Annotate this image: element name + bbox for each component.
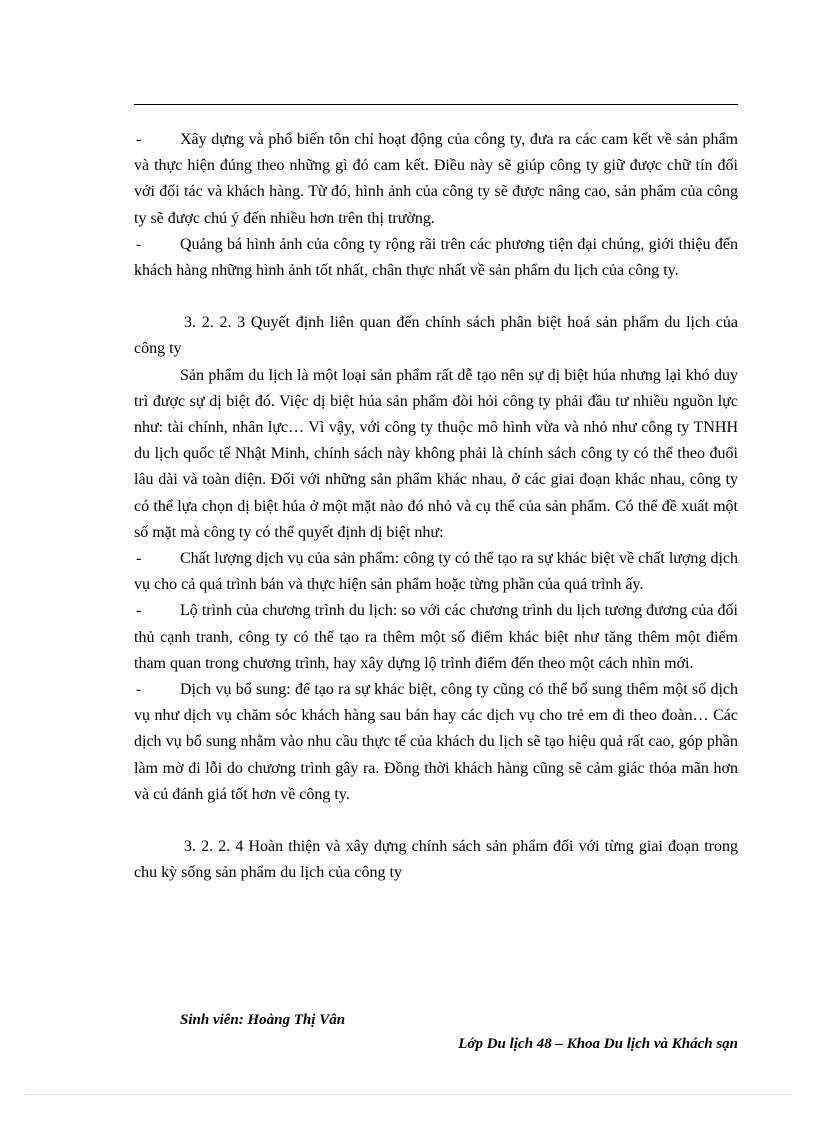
bullet-dash: - (136, 602, 142, 620)
bullet-text: Quảng bá hình ảnh của công ty rộng rãi trên các phương tiện đại chúng, giới thiệu đến khách hàng những hình ảnh tốt nhất, chân thực nhất về sản phẩm du lịch của công ty. (134, 235, 738, 280)
bullet-text: Lộ trình của chương trình du lịch: so với các chương trình du lịch tương đương của đối thủ cạnh tranh, công ty có thể tạo ra thêm một số điểm khác biệt như tăng thêm một điểm tham quan trong chương trình, hay xây dựng lộ trình điểm đến theo một cách nhìn mới. (134, 602, 738, 672)
header-rule (134, 104, 738, 105)
footer-student: Sinh viên: Hoàng Thị Vân (180, 1012, 346, 1028)
section-heading: 3. 2. 2. 3 Quyết định liên quan đến chính sách phân biệt hoá sản phẩm du lịch của công ty (134, 314, 738, 358)
spacer (134, 284, 738, 310)
bullet-dash: - (136, 550, 142, 568)
bullet-dash: - (136, 131, 142, 148)
bullet-dash: - (136, 681, 142, 699)
page-bottom-rule (24, 1094, 792, 1095)
section-heading: 3. 2. 2. 4 Hoàn thiện và xây dựng chính sách sản phẩm đối với từng giai đoạn trong chu kỳ sống sản phẩm du lịch của công ty (134, 838, 738, 882)
spacer (134, 808, 738, 834)
bullet-text: Chất lượng dịch vụ của sản phẩm: công ty có thể tạo ra sự khác biệt về chất lượng dịch vụ cho cả quá trình bán và thực hiện sản phẩm hoặc từng phần của quá trình ấy. (134, 550, 738, 594)
paragraph: Sản phẩm du lịch là một loại sản phẩm rất dễ tạo nên sự dị biệt húa nhưng lại khó duy trì được sự dị biệt đó. Việc dị biệt húa sản phẩm đòi hỏi công ty phải đầu tư nhiều nguồn lực như: tài chính, nhân lực… Vì vậy, với công ty thuộc mô hình vừa và nhỏ như công ty TNHH du lịch quốc tế Nhật Minh, chính sách này không phải là chính sách công ty có thể theo đuổi lâu dài và toàn diện. Đối với những sản phẩm khác nhau, ở các giai đoạn khác nhau, công ty có thể lựa chọn dị biệt húa ở một mặt nào đó nhỏ và cụ thể của sản phẩm. Có thể đề xuất một số mặt mà công ty có thể quyết định dị biệt như: (134, 366, 738, 541)
list-item (134, 232, 738, 284)
bullet-text: Xây dựng và phổ biến tôn chỉ hoạt động của công ty, đưa ra các cam kết về sản phẩm và thực hiện đúng theo những gì đó cam kết. Điều này sẽ giúp công ty giữ được chữ tín đối với đối tác và khách hàng. Từ đó, hình ảnh của công ty sẽ được nâng cao, sản phẩm của công ty sẽ được chú ý đến nhiều hơn trên thị trường. (134, 131, 738, 227)
document-body (134, 127, 738, 886)
bullet-text: Dịch vụ bổ sung: để tạo ra sự khác biệt, công ty cũng có thể bổ sung thêm một số dịch vụ như dịch vụ chăm sóc khách hàng sau bán hay các dịch vụ cho trẻ em đi theo đoàn… Các dịch vụ bổ sung nhằm vào nhu cầu thực tế của khách du lịch sẽ tạo hiệu quả rất cao, góp phần làm mờ đi lỗi do chương trình gây ra. Đồng thời khách hàng cũng sẽ cảm giác thỏa mãn hơn và cú đánh giá tốt hơn về công ty. (134, 681, 738, 803)
list-item (134, 127, 738, 232)
footer-class-info: Lớp Du lịch 48 – Khoa Du lịch và Khách sạn (458, 1036, 738, 1052)
list-item (134, 546, 738, 598)
bullet-dash: - (136, 235, 142, 253)
list-item (134, 677, 738, 808)
list-item (134, 598, 738, 677)
